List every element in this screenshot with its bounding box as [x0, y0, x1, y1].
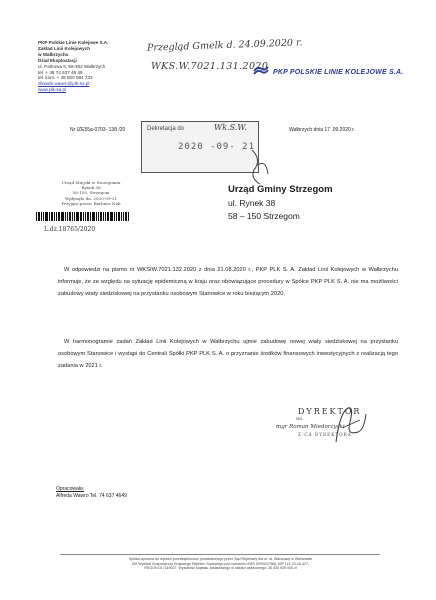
sender-phone: tel. + 48 74 637 46 49 — [38, 69, 83, 75]
barcode-bar — [123, 212, 124, 221]
barcode-bar — [110, 212, 113, 221]
legal-footer — [78, 557, 363, 571]
barcode-bar — [45, 212, 48, 221]
signature-role: Z-CA DYREKTORA — [298, 432, 352, 437]
signature-wz: wz. — [296, 417, 304, 422]
barcode-bar — [121, 212, 122, 221]
barcode-bar — [118, 212, 120, 221]
prepared-by — [56, 486, 127, 499]
stamp-date: 2020 -09- 21 — [178, 142, 256, 152]
barcode-bar — [96, 212, 97, 221]
barcode-bar — [58, 212, 60, 221]
barcode-bar — [76, 212, 79, 221]
recipient-street: ul. Rynek 38 — [228, 198, 276, 208]
sender-city: w Wałbrzychu — [38, 51, 69, 57]
barcode-bar — [114, 212, 115, 221]
handwritten-signature-icon — [330, 402, 370, 446]
barcode-bar — [116, 212, 117, 221]
footer-divider — [60, 554, 380, 555]
handwritten-review-note: Przegląd Gmelk d. 24.09.2020 r. — [146, 37, 303, 54]
barcode-bar — [87, 212, 89, 221]
barcode-bar — [107, 212, 109, 221]
barcode-bar — [92, 212, 95, 221]
barcode-bar — [67, 212, 68, 221]
barcode-bar — [61, 212, 64, 221]
barcode-bar — [74, 212, 75, 221]
reference-number: Nr IZE55a-0703- 138 /20 — [70, 127, 126, 133]
barcode-bar — [105, 212, 106, 221]
registry-ldz: L.dz.18765/2020 — [44, 226, 96, 233]
stamp-signature-scribble-icon — [248, 148, 274, 188]
sender-company: PKP Polskie Linie Kolejowe S.A. — [38, 40, 109, 45]
prepared-name: Alfreda Wawro Tel. 74 637 4649 — [56, 492, 127, 499]
pkp-plk-logo-icon — [253, 63, 269, 81]
recipient-name: Urząd Gminy Strzegom — [228, 184, 333, 195]
registry-received: Wpłynęło dn. 2020-09-21 — [64, 195, 118, 201]
barcode-bar — [80, 212, 82, 221]
sender-email-link[interactable]: zlkwalb.wawrn@plk-sa.pl — [38, 81, 90, 87]
barcode-bar — [36, 212, 37, 221]
registry-office: Urząd Miejski w Strzegomiu — [61, 180, 121, 185]
sender-department: Dział Eksploatacji — [38, 57, 77, 63]
registry-city: 58-150, Strzegom — [72, 190, 110, 196]
barcode-bar — [65, 212, 66, 221]
stamp-handwriting: Wk.S.W. — [214, 123, 247, 132]
sender-website-link[interactable]: www.plk-sa.pl — [38, 87, 67, 93]
barcode-bar — [56, 212, 57, 221]
barcode-bar — [51, 212, 53, 221]
registry-street: Rynek 38 — [81, 185, 101, 191]
footer-line-3: REGON 017319027. Wysokość kapitału zakładowego w całości wpłaconego: 26 434 939 000 zł — [144, 566, 297, 571]
body-paragraph-1: W odpowiedzi na pismo nr WKSIW.7021.132.2020 z dnia 21.08.2020 r., PKP PLK S. A. Zakład Linii Kolejowych w Wałbrzychu informuje, że ze względu na sytuację epidemiczną w kraju oraz obowiązujące procedury w Spółce PKP PLK S. A. nie ma możliwości zabudowy wiaty siedziskowej na przystanku osobowym Stanowice w roku bieżącym 2020. — [58, 267, 398, 298]
pkp-logo — [253, 63, 403, 81]
registry-stamp — [51, 180, 131, 206]
barcode-bar — [100, 212, 102, 221]
barcode-bar — [69, 212, 71, 221]
recipient-address — [228, 184, 333, 221]
signature-name: mgr Roman Miedorzycki — [276, 424, 345, 430]
barcode-bar — [98, 212, 99, 221]
stamp-label: Dekretacja do — [147, 126, 185, 132]
signature-title: DYREKTOR — [298, 407, 362, 416]
barcode-bar — [125, 212, 127, 221]
footer-line-1: Spółka wpisana do rejestru przedsiębiorców prowadzonego przez Sąd Rejonowy dla m. st. Warszawy w Warszawie — [128, 557, 313, 561]
sender-header — [38, 40, 108, 93]
handwritten-case-number: WKS.W.7021.131.2020 — [151, 61, 269, 72]
barcode-bar — [41, 212, 42, 221]
registry-received-by: Przyjęto przez: Barbara Nuk — [61, 200, 121, 206]
footer-line-2: XIII Wydział Gospodarczy Krajowego Rejestru Sądowego pod numerem KRS 0000037568, NIP 113-23-16-427, — [131, 561, 310, 566]
sender-address: ul. Parkowa 8, 58-302 Wałbrzych — [38, 63, 106, 69]
barcode-bar — [43, 212, 44, 221]
barcode-bar — [54, 212, 55, 221]
logo-text: PKP POLSKIE LINIE KOLEJOWE S.A. — [273, 68, 404, 76]
barcode-bar — [49, 212, 50, 221]
barcode-bar — [72, 212, 73, 221]
barcode-bar — [83, 212, 84, 221]
registry-barcode — [36, 212, 141, 221]
body-paragraph-2: W harmonogramie zadań Zakład Linii Kolejowych w Wałbrzychu ujmie zabudowę nowej wiaty siedziskowej na przystanku osobowym Stanowice i wystąpi do Centrali Spółki PKP PLK S. A. o przyznanie środków finansowych inwestycyjnych z realizacją tego zadania w 2021 r. — [58, 339, 398, 370]
recipient-city: 58 – 150 Strzegom — [228, 211, 300, 221]
sender-unit: Zakład Linii Kolejowych — [38, 45, 91, 51]
barcode-bar — [85, 212, 86, 221]
barcode-bar — [38, 212, 40, 221]
barcode-bar — [128, 212, 129, 221]
letter-date: Wałbrzych dnia 17 .09.2020 r. — [289, 127, 355, 133]
received-stamp — [141, 121, 259, 173]
prepared-label: Opracowała: — [56, 486, 85, 492]
barcode-bar — [103, 212, 104, 221]
sender-mobile: tel. kom. + 48 600 084 733 — [38, 75, 93, 81]
barcode-bar — [90, 212, 91, 221]
